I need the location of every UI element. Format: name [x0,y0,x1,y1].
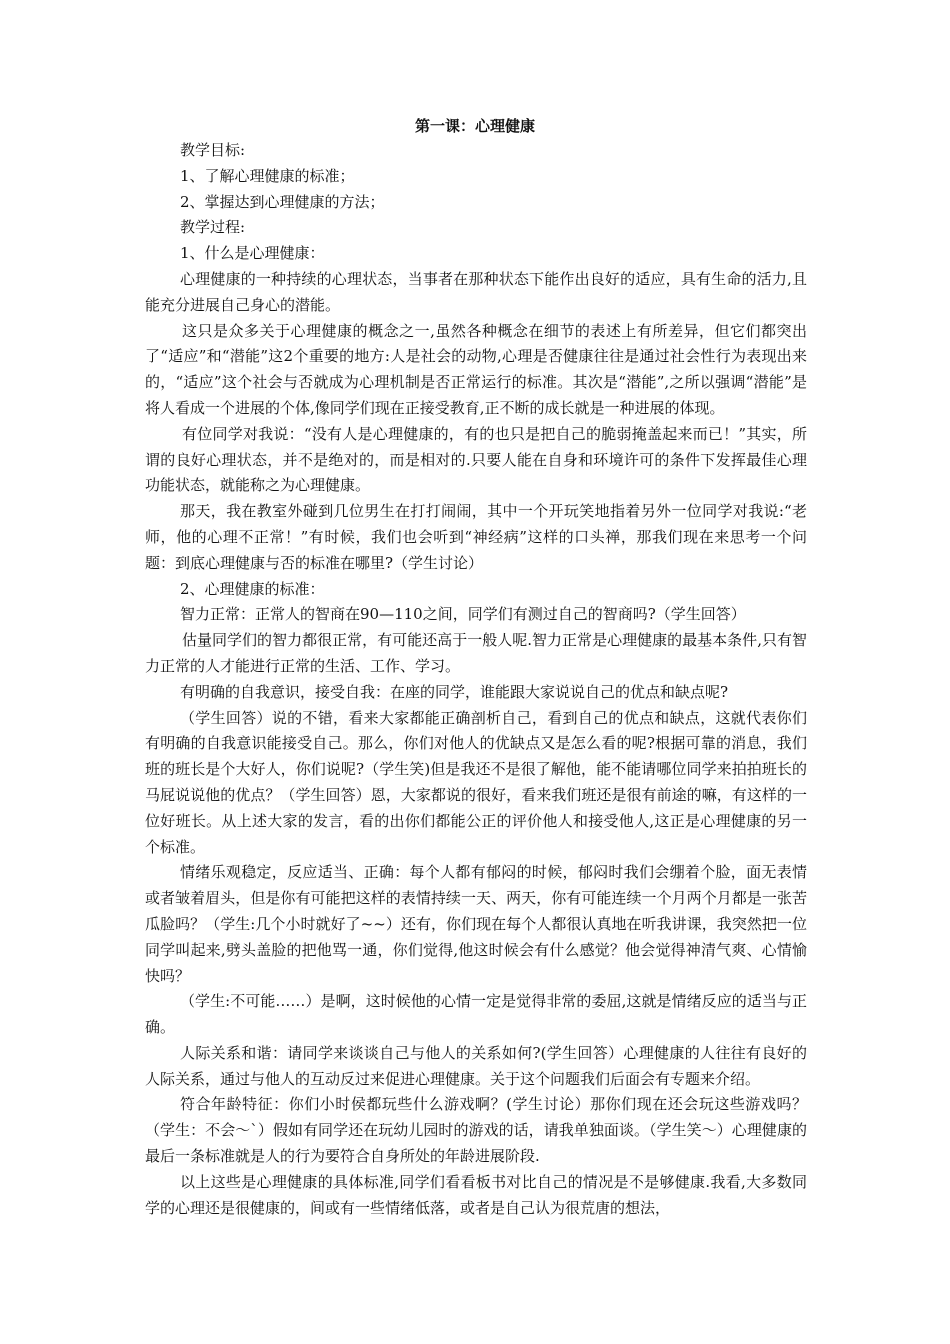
paragraph-emotion: 情绪乐观稳定，反应适当、正确：每个人都有郁闷的时候，郁闷时我们会绷着个脸，面无表情或者皱着眉头，但是你有可能把这样的表情持续一天、两天，你有可能连续一个月两个月都是一张苦瓜脸吗？（学生:几个小时就好了~~）还有，你们现在每个人都很认真地在听我讲课，我突然把一位同学叫起来,劈头盖脸的把他骂一通，你们觉得,他这时候会有什么感觉？他会觉得神清气爽、心情愉快吗？ [145,863,807,985]
paragraph-adaptation-potential: 这只是众多关于心理健康的概念之一,虽然各种概念在细节的表述上有所差异，但它们都突出了“适应”和“潜能”这2个重要的地方:人是社会的动物,心理是否健康往往是通过社会性行为表现出来的，“适应”这个社会与否就成为心理机制是否正常运行的标准。其次是“潜能”,之所以强调“潜能”是将人看成一个进展的个体,像同学们现在正接受教育,正不断的成长就是一种进展的体现。 [145,321,807,417]
paragraph-age-features: 符合年龄特征：你们小时侯都玩些什么游戏啊？(学生讨论）那你们现在还会玩这些游戏吗？（学生：不会～`）假如有同学还在玩幼儿园时的游戏的话，请我单独面谈。（学生笑～）心理健康的最后一条标准就是人的行为要符合自身所处的年龄进展阶段. [145,1095,807,1166]
paragraph-definition: 心理健康的一种持续的心理状态，当事者在那种状态下能作出良好的适应，具有生命的活力,且能充分进展自己身心的潜能。 [145,269,807,314]
lesson-title: 第一课：心理健康 [414,117,535,135]
paragraph-relationships: 人际关系和谐：请同学来谈谈自己与他人的关系如何?(学生回答）心理健康的人往往有良好的人际关系，通过与他人的互动反过来促进心理健康。关于这个问题我们后面会有专题来介绍。 [145,1043,807,1088]
paragraph-self-awareness-detail: （学生回答）说的不错，看来大家都能正确剖析自己，看到自己的优点和缺点，这就代表你们有明确的自我意识能接受自己。那么，你们对他人的优缺点又是怎么看的呢?根据可靠的消息，我们班的班长是个大好人，你们说呢?（学生笑)但是我还不是很了解他，能不能请哪位同学来拍拍班长的马屁说说他的优点？（学生回答）恩，大家都说的很好，看来我们班还是很有前途的嘛，有这样的一位好班长。从上述大家的发言，看的出你们都能公正的评价他人和接受他人,这正是心理健康的另一个标准。 [145,708,807,856]
paragraph-classroom-story: 那天，我在教室外碰到几位男生在打打闹闹，其中一个开玩笑地指着另外一位同学对我说:“老师，他的心理不正常！”有时候，我们也会听到“神经病”这样的口头禅，那我们现在来思考一个问题：到底心理健康与否的标准在哪里?（学生讨论） [145,502,807,572]
paragraph-process-heading: 教学过程: [180,218,246,237]
paragraph-section-2-heading: 2、心理健康的标准： [180,579,325,598]
paragraph-intelligence-detail: 估量同学们的智力都很正常，有可能还高于一般人呢.智力正常是心理健康的最基本条件,只有智力正常的人才能进行正常的生活、工作、学习。 [145,631,807,675]
paragraph-student-remark: 有位同学对我说：“没有人是心理健康的，有的也只是把自己的脆弱掩盖起来而已！”其实，所谓的良好心理状态，并不是绝对的，而是相对的.只要人能在自身和环境许可的条件下发挥最佳心理功能状态，就能称之为心理健康。 [145,424,807,495]
paragraph-objective-2: 2、掌握达到心理健康的方法； [180,192,385,211]
paragraph-self-awareness: 有明确的自我意识，接受自我：在座的同学，谁能跟大家说说自己的优点和缺点呢? [180,682,729,701]
paragraph-emotion-response: （学生:不可能……）是啊，这时候他的心情一定是觉得非常的委屈,这就是情绪反应的适当与正确。 [145,992,807,1037]
paragraph-summary: 以上这些是心理健康的具体标准,同学们看看板书对比自己的情况是不是够健康.我看,大多数同学的心理还是很健康的，间或有一些情绪低落，或者是自己认为很荒唐的想法， [145,1172,807,1217]
paragraph-intelligence: 智力正常：正常人的智商在90—110之间，同学们有测过自己的智商吗?（学生回答） [180,605,746,624]
paragraph-objective-1: 1、了解心理健康的标准； [180,166,355,185]
paragraph-section-1-heading: 1、什么是心理健康： [180,244,325,263]
paragraph-objectives-heading: 教学目标: [180,141,246,159]
document-body [145,138,807,1221]
